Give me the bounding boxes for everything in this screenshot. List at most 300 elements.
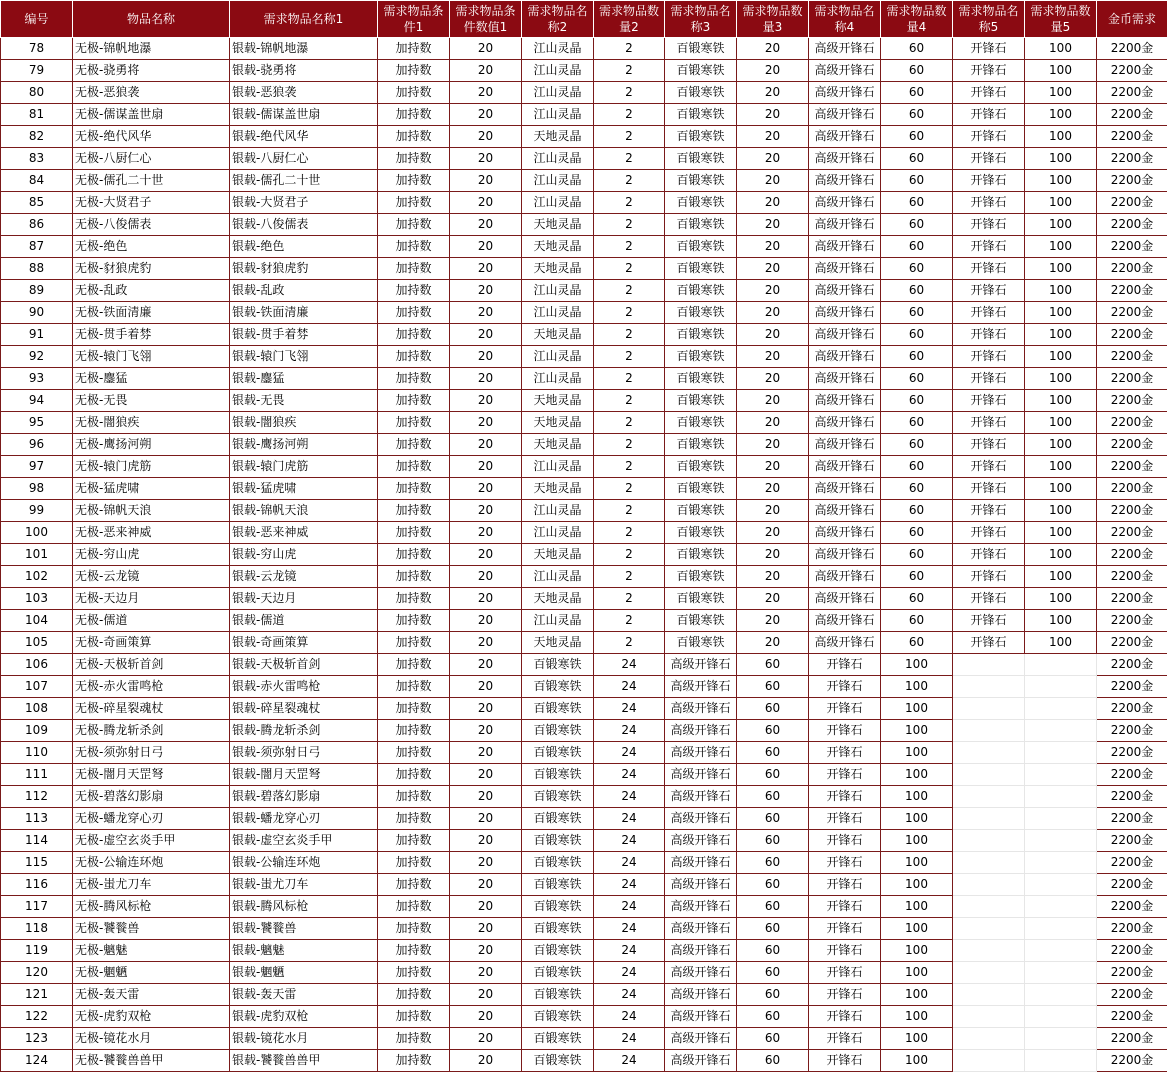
table-cell[interactable]: 124 bbox=[1, 1050, 73, 1072]
table-cell[interactable]: 银载-豺狼虎豹 bbox=[230, 258, 378, 280]
table-cell[interactable]: 无极-八厨仁心 bbox=[73, 148, 230, 170]
table-cell[interactable]: 2 bbox=[594, 368, 665, 390]
table-row[interactable] bbox=[1, 522, 1167, 544]
table-cell[interactable]: 无极-大贤君子 bbox=[73, 192, 230, 214]
table-cell[interactable] bbox=[953, 676, 1025, 698]
table-cell[interactable]: 无极-闇月天罡弩 bbox=[73, 764, 230, 786]
table-cell[interactable]: 100 bbox=[1025, 236, 1097, 258]
table-cell[interactable] bbox=[1025, 1050, 1097, 1072]
table-cell[interactable]: 天地灵晶 bbox=[522, 478, 594, 500]
table-cell[interactable]: 开锋石 bbox=[953, 302, 1025, 324]
table-cell[interactable]: 开锋石 bbox=[809, 1050, 881, 1072]
table-cell[interactable]: 加持数 bbox=[378, 962, 450, 984]
table-cell[interactable]: 天地灵晶 bbox=[522, 390, 594, 412]
table-cell[interactable]: 94 bbox=[1, 390, 73, 412]
table-cell[interactable]: 2200金 bbox=[1097, 808, 1167, 830]
table-cell[interactable]: 开锋石 bbox=[953, 368, 1025, 390]
table-cell[interactable]: 无极-鏖猛 bbox=[73, 368, 230, 390]
table-cell[interactable]: 60 bbox=[737, 676, 809, 698]
table-cell[interactable]: 加持数 bbox=[378, 60, 450, 82]
table-row[interactable] bbox=[1, 456, 1167, 478]
table-cell[interactable]: 高级开锋石 bbox=[809, 412, 881, 434]
table-cell[interactable]: 无极-恶狼袭 bbox=[73, 82, 230, 104]
table-cell[interactable]: 高级开锋石 bbox=[809, 148, 881, 170]
table-cell[interactable]: 20 bbox=[737, 104, 809, 126]
table-cell[interactable]: 79 bbox=[1, 60, 73, 82]
table-row[interactable] bbox=[1, 302, 1167, 324]
table-cell[interactable]: 118 bbox=[1, 918, 73, 940]
table-cell[interactable]: 100 bbox=[1025, 346, 1097, 368]
table-cell[interactable]: 2200金 bbox=[1097, 434, 1167, 456]
table-cell[interactable]: 高级开锋石 bbox=[809, 434, 881, 456]
column-header-10[interactable]: 需求物品名称4 bbox=[809, 1, 881, 38]
table-cell[interactable]: 开锋石 bbox=[953, 390, 1025, 412]
table-cell[interactable]: 20 bbox=[450, 434, 522, 456]
column-header-11[interactable]: 需求物品数量4 bbox=[881, 1, 953, 38]
table-cell[interactable]: 无极-铁面清廉 bbox=[73, 302, 230, 324]
table-cell[interactable]: 95 bbox=[1, 412, 73, 434]
table-cell[interactable]: 百锻寒铁 bbox=[665, 544, 737, 566]
table-cell[interactable]: 高级开锋石 bbox=[665, 984, 737, 1006]
table-cell[interactable]: 高级开锋石 bbox=[665, 698, 737, 720]
table-cell[interactable]: 百锻寒铁 bbox=[665, 192, 737, 214]
table-cell[interactable]: 20 bbox=[450, 676, 522, 698]
table-cell[interactable]: 60 bbox=[881, 500, 953, 522]
table-cell[interactable]: 银载-闇月天罡弩 bbox=[230, 764, 378, 786]
table-cell[interactable]: 60 bbox=[737, 962, 809, 984]
table-cell[interactable]: 开锋石 bbox=[809, 984, 881, 1006]
table-cell[interactable]: 20 bbox=[737, 522, 809, 544]
table-cell[interactable]: 2 bbox=[594, 60, 665, 82]
table-row[interactable] bbox=[1, 38, 1167, 60]
table-cell[interactable]: 100 bbox=[881, 852, 953, 874]
table-cell[interactable]: 2 bbox=[594, 126, 665, 148]
table-cell[interactable] bbox=[1025, 1028, 1097, 1050]
table-cell[interactable]: 120 bbox=[1, 962, 73, 984]
table-cell[interactable]: 开锋石 bbox=[809, 874, 881, 896]
table-cell[interactable]: 无极-镜花水月 bbox=[73, 1028, 230, 1050]
table-row[interactable] bbox=[1, 852, 1167, 874]
table-cell[interactable]: 开锋石 bbox=[809, 1028, 881, 1050]
table-cell[interactable]: 银载-镜花水月 bbox=[230, 1028, 378, 1050]
table-cell[interactable]: 100 bbox=[1025, 478, 1097, 500]
table-cell[interactable]: 江山灵晶 bbox=[522, 302, 594, 324]
table-cell[interactable]: 100 bbox=[881, 742, 953, 764]
table-cell[interactable]: 百锻寒铁 bbox=[665, 610, 737, 632]
table-cell[interactable]: 60 bbox=[881, 390, 953, 412]
table-cell[interactable]: 2200金 bbox=[1097, 104, 1167, 126]
table-row[interactable] bbox=[1, 830, 1167, 852]
table-cell[interactable]: 高级开锋石 bbox=[665, 654, 737, 676]
table-cell[interactable]: 百锻寒铁 bbox=[522, 720, 594, 742]
table-cell[interactable]: 百锻寒铁 bbox=[522, 896, 594, 918]
table-cell[interactable]: 开锋石 bbox=[953, 104, 1025, 126]
table-cell[interactable]: 24 bbox=[594, 984, 665, 1006]
table-cell[interactable]: 高级开锋石 bbox=[665, 676, 737, 698]
table-cell[interactable] bbox=[953, 1028, 1025, 1050]
table-cell[interactable]: 百锻寒铁 bbox=[522, 874, 594, 896]
table-row[interactable] bbox=[1, 346, 1167, 368]
table-cell[interactable]: 江山灵晶 bbox=[522, 192, 594, 214]
table-cell[interactable]: 115 bbox=[1, 852, 73, 874]
table-cell[interactable]: 2 bbox=[594, 236, 665, 258]
table-cell[interactable]: 高级开锋石 bbox=[665, 852, 737, 874]
table-cell[interactable]: 高级开锋石 bbox=[809, 522, 881, 544]
table-row[interactable] bbox=[1, 434, 1167, 456]
table-cell[interactable]: 银载-天极斩首剑 bbox=[230, 654, 378, 676]
table-cell[interactable]: 2 bbox=[594, 258, 665, 280]
table-cell[interactable]: 2200金 bbox=[1097, 170, 1167, 192]
table-cell[interactable]: 2200金 bbox=[1097, 632, 1167, 654]
table-cell[interactable]: 开锋石 bbox=[953, 412, 1025, 434]
table-cell[interactable]: 2 bbox=[594, 346, 665, 368]
table-cell[interactable]: 81 bbox=[1, 104, 73, 126]
table-cell[interactable]: 无极-蚩尤刀车 bbox=[73, 874, 230, 896]
table-cell[interactable]: 开锋石 bbox=[953, 148, 1025, 170]
table-cell[interactable]: 高级开锋石 bbox=[809, 258, 881, 280]
table-cell[interactable]: 高级开锋石 bbox=[809, 610, 881, 632]
table-cell[interactable]: 无极-八俊儒表 bbox=[73, 214, 230, 236]
table-cell[interactable]: 高级开锋石 bbox=[809, 302, 881, 324]
table-cell[interactable]: 加持数 bbox=[378, 368, 450, 390]
table-cell[interactable]: 百锻寒铁 bbox=[665, 214, 737, 236]
table-cell[interactable]: 122 bbox=[1, 1006, 73, 1028]
table-cell[interactable]: 2200金 bbox=[1097, 522, 1167, 544]
table-cell[interactable] bbox=[1025, 1006, 1097, 1028]
table-cell[interactable]: 24 bbox=[594, 654, 665, 676]
table-cell[interactable]: 无极-饕餮兽兽甲 bbox=[73, 1050, 230, 1072]
table-cell[interactable]: 111 bbox=[1, 764, 73, 786]
table-row[interactable] bbox=[1, 280, 1167, 302]
table-cell[interactable] bbox=[953, 896, 1025, 918]
table-cell[interactable]: 60 bbox=[737, 830, 809, 852]
table-cell[interactable] bbox=[953, 764, 1025, 786]
table-cell[interactable]: 2 bbox=[594, 478, 665, 500]
table-cell[interactable]: 100 bbox=[881, 786, 953, 808]
table-cell[interactable]: 无极-虎豹双枪 bbox=[73, 1006, 230, 1028]
table-cell[interactable]: 2200金 bbox=[1097, 82, 1167, 104]
table-cell[interactable]: 20 bbox=[450, 38, 522, 60]
table-row[interactable] bbox=[1, 764, 1167, 786]
table-cell[interactable]: 96 bbox=[1, 434, 73, 456]
table-cell[interactable]: 银载-大贤君子 bbox=[230, 192, 378, 214]
table-cell[interactable]: 高级开锋石 bbox=[809, 632, 881, 654]
table-cell[interactable]: 100 bbox=[881, 918, 953, 940]
table-cell[interactable]: 开锋石 bbox=[809, 764, 881, 786]
table-cell[interactable]: 开锋石 bbox=[809, 676, 881, 698]
table-cell[interactable]: 银载-奇画策算 bbox=[230, 632, 378, 654]
table-cell[interactable]: 20 bbox=[450, 522, 522, 544]
table-cell[interactable]: 60 bbox=[881, 434, 953, 456]
table-cell[interactable]: 加持数 bbox=[378, 500, 450, 522]
table-cell[interactable]: 2 bbox=[594, 632, 665, 654]
table-cell[interactable]: 无极-儒孔二十世 bbox=[73, 170, 230, 192]
table-cell[interactable]: 2 bbox=[594, 544, 665, 566]
table-cell[interactable]: 高级开锋石 bbox=[665, 874, 737, 896]
table-cell[interactable]: 107 bbox=[1, 676, 73, 698]
table-cell[interactable]: 20 bbox=[450, 588, 522, 610]
table-cell[interactable]: 20 bbox=[450, 940, 522, 962]
table-cell[interactable] bbox=[1025, 720, 1097, 742]
table-row[interactable] bbox=[1, 324, 1167, 346]
table-cell[interactable]: 60 bbox=[737, 918, 809, 940]
table-cell[interactable]: 银载-八俊儒表 bbox=[230, 214, 378, 236]
table-row[interactable] bbox=[1, 1028, 1167, 1050]
table-cell[interactable]: 加持数 bbox=[378, 676, 450, 698]
table-cell[interactable]: 开锋石 bbox=[953, 82, 1025, 104]
table-cell[interactable]: 2200金 bbox=[1097, 962, 1167, 984]
table-cell[interactable]: 89 bbox=[1, 280, 73, 302]
table-cell[interactable] bbox=[953, 962, 1025, 984]
table-cell[interactable]: 无极-骁勇将 bbox=[73, 60, 230, 82]
table-cell[interactable]: 高级开锋石 bbox=[665, 918, 737, 940]
table-cell[interactable]: 百锻寒铁 bbox=[665, 412, 737, 434]
table-row[interactable] bbox=[1, 962, 1167, 984]
table-cell[interactable]: 开锋石 bbox=[953, 280, 1025, 302]
table-row[interactable] bbox=[1, 874, 1167, 896]
table-cell[interactable]: 百锻寒铁 bbox=[665, 148, 737, 170]
table-cell[interactable]: 无极-饕餮兽 bbox=[73, 918, 230, 940]
table-row[interactable] bbox=[1, 654, 1167, 676]
table-cell[interactable]: 银载-穷山虎 bbox=[230, 544, 378, 566]
table-cell[interactable]: 加持数 bbox=[378, 170, 450, 192]
table-cell[interactable]: 无极-绝代风华 bbox=[73, 126, 230, 148]
table-cell[interactable]: 102 bbox=[1, 566, 73, 588]
table-cell[interactable]: 百锻寒铁 bbox=[522, 830, 594, 852]
table-cell[interactable] bbox=[953, 874, 1025, 896]
table-cell[interactable]: 20 bbox=[737, 632, 809, 654]
table-cell[interactable]: 加持数 bbox=[378, 1028, 450, 1050]
table-cell[interactable]: 高级开锋石 bbox=[809, 192, 881, 214]
table-cell[interactable]: 60 bbox=[881, 60, 953, 82]
table-cell[interactable]: 银载-腾龙斩杀剑 bbox=[230, 720, 378, 742]
table-row[interactable] bbox=[1, 214, 1167, 236]
table-cell[interactable]: 24 bbox=[594, 918, 665, 940]
table-cell[interactable]: 60 bbox=[737, 698, 809, 720]
table-cell[interactable]: 银载-绝代风华 bbox=[230, 126, 378, 148]
table-cell[interactable]: 高级开锋石 bbox=[665, 830, 737, 852]
table-cell[interactable]: 百锻寒铁 bbox=[665, 368, 737, 390]
table-cell[interactable]: 高级开锋石 bbox=[809, 368, 881, 390]
table-cell[interactable]: 100 bbox=[1025, 500, 1097, 522]
table-cell[interactable]: 105 bbox=[1, 632, 73, 654]
table-cell[interactable]: 江山灵晶 bbox=[522, 104, 594, 126]
table-cell[interactable]: 20 bbox=[450, 148, 522, 170]
table-cell[interactable]: 20 bbox=[737, 610, 809, 632]
table-cell[interactable]: 114 bbox=[1, 830, 73, 852]
table-cell[interactable]: 108 bbox=[1, 698, 73, 720]
table-cell[interactable]: 20 bbox=[450, 786, 522, 808]
table-cell[interactable]: 60 bbox=[737, 742, 809, 764]
table-cell[interactable]: 无极-恶来神威 bbox=[73, 522, 230, 544]
table-cell[interactable]: 银载-碧落幻影扇 bbox=[230, 786, 378, 808]
table-cell[interactable]: 无极-猛虎啸 bbox=[73, 478, 230, 500]
table-cell[interactable]: 2200金 bbox=[1097, 544, 1167, 566]
table-cell[interactable]: 高级开锋石 bbox=[809, 214, 881, 236]
table-cell[interactable]: 2 bbox=[594, 192, 665, 214]
table-cell[interactable]: 20 bbox=[737, 214, 809, 236]
table-cell[interactable]: 60 bbox=[881, 324, 953, 346]
table-cell[interactable]: 无极-穷山虎 bbox=[73, 544, 230, 566]
table-cell[interactable]: 20 bbox=[450, 60, 522, 82]
table-cell[interactable]: 高级开锋石 bbox=[809, 588, 881, 610]
table-cell[interactable]: 24 bbox=[594, 874, 665, 896]
table-cell[interactable]: 开锋石 bbox=[809, 940, 881, 962]
column-header-2[interactable]: 物品名称 bbox=[73, 1, 230, 38]
table-cell[interactable]: 高级开锋石 bbox=[665, 1028, 737, 1050]
table-row[interactable] bbox=[1, 192, 1167, 214]
table-row[interactable] bbox=[1, 60, 1167, 82]
table-cell[interactable]: 加持数 bbox=[378, 808, 450, 830]
table-cell[interactable]: 20 bbox=[450, 654, 522, 676]
table-cell[interactable]: 开锋石 bbox=[809, 786, 881, 808]
table-cell[interactable]: 100 bbox=[1025, 258, 1097, 280]
table-cell[interactable]: 60 bbox=[881, 346, 953, 368]
table-cell[interactable]: 高级开锋石 bbox=[809, 566, 881, 588]
table-cell[interactable]: 天地灵晶 bbox=[522, 126, 594, 148]
table-cell[interactable]: 103 bbox=[1, 588, 73, 610]
table-row[interactable] bbox=[1, 236, 1167, 258]
table-cell[interactable]: 2200金 bbox=[1097, 280, 1167, 302]
table-cell[interactable]: 江山灵晶 bbox=[522, 170, 594, 192]
table-cell[interactable]: 加持数 bbox=[378, 82, 450, 104]
table-cell[interactable]: 银载-须弥射日弓 bbox=[230, 742, 378, 764]
table-cell[interactable]: 无极-乱政 bbox=[73, 280, 230, 302]
table-cell[interactable]: 20 bbox=[737, 566, 809, 588]
table-cell[interactable]: 加持数 bbox=[378, 346, 450, 368]
table-cell[interactable]: 无极-豺狼虎豹 bbox=[73, 258, 230, 280]
table-cell[interactable]: 2200金 bbox=[1097, 720, 1167, 742]
table-cell[interactable]: 2 bbox=[594, 610, 665, 632]
table-cell[interactable]: 高级开锋石 bbox=[809, 324, 881, 346]
table-cell[interactable]: 开锋石 bbox=[809, 654, 881, 676]
table-row[interactable] bbox=[1, 786, 1167, 808]
table-cell[interactable]: 江山灵晶 bbox=[522, 456, 594, 478]
table-cell[interactable]: 109 bbox=[1, 720, 73, 742]
table-cell[interactable]: 银载-恶来神威 bbox=[230, 522, 378, 544]
table-cell[interactable]: 117 bbox=[1, 896, 73, 918]
table-cell[interactable]: 20 bbox=[450, 852, 522, 874]
table-cell[interactable]: 加持数 bbox=[378, 830, 450, 852]
table-cell[interactable]: 开锋石 bbox=[953, 236, 1025, 258]
table-cell[interactable]: 60 bbox=[881, 412, 953, 434]
table-cell[interactable]: 高级开锋石 bbox=[809, 104, 881, 126]
table-row[interactable] bbox=[1, 82, 1167, 104]
table-cell[interactable]: 天地灵晶 bbox=[522, 434, 594, 456]
table-cell[interactable]: 2 bbox=[594, 522, 665, 544]
table-cell[interactable]: 100 bbox=[1025, 610, 1097, 632]
table-cell[interactable]: 20 bbox=[737, 456, 809, 478]
table-cell[interactable]: 加持数 bbox=[378, 918, 450, 940]
table-cell[interactable]: 开锋石 bbox=[809, 830, 881, 852]
column-header-1[interactable]: 编号 bbox=[1, 1, 73, 38]
table-row[interactable] bbox=[1, 544, 1167, 566]
table-cell[interactable]: 加持数 bbox=[378, 192, 450, 214]
table-cell[interactable]: 2 bbox=[594, 82, 665, 104]
table-cell[interactable]: 100 bbox=[881, 808, 953, 830]
table-cell[interactable]: 100 bbox=[1025, 302, 1097, 324]
table-cell[interactable]: 加持数 bbox=[378, 522, 450, 544]
table-cell[interactable]: 20 bbox=[450, 984, 522, 1006]
table-cell[interactable]: 60 bbox=[881, 544, 953, 566]
table-cell[interactable]: 2 bbox=[594, 456, 665, 478]
table-cell[interactable]: 24 bbox=[594, 720, 665, 742]
table-cell[interactable]: 无极-腾风标枪 bbox=[73, 896, 230, 918]
table-cell[interactable]: 20 bbox=[450, 720, 522, 742]
table-cell[interactable]: 92 bbox=[1, 346, 73, 368]
table-cell[interactable]: 2 bbox=[594, 324, 665, 346]
table-cell[interactable]: 100 bbox=[1025, 390, 1097, 412]
table-cell[interactable]: 百锻寒铁 bbox=[522, 654, 594, 676]
table-cell[interactable]: 百锻寒铁 bbox=[522, 676, 594, 698]
table-cell[interactable]: 无极-锦帆地瀑 bbox=[73, 38, 230, 60]
table-cell[interactable]: 24 bbox=[594, 830, 665, 852]
table-cell[interactable]: 20 bbox=[737, 390, 809, 412]
table-cell[interactable]: 2200金 bbox=[1097, 258, 1167, 280]
table-cell[interactable]: 20 bbox=[450, 368, 522, 390]
table-cell[interactable]: 60 bbox=[737, 852, 809, 874]
table-cell[interactable]: 20 bbox=[737, 126, 809, 148]
table-cell[interactable]: 高级开锋石 bbox=[665, 720, 737, 742]
table-cell[interactable]: 100 bbox=[881, 1006, 953, 1028]
table-cell[interactable]: 开锋石 bbox=[953, 214, 1025, 236]
table-cell[interactable]: 银载-腾风标枪 bbox=[230, 896, 378, 918]
table-cell[interactable]: 2200金 bbox=[1097, 1006, 1167, 1028]
table-cell[interactable]: 加持数 bbox=[378, 478, 450, 500]
table-cell[interactable]: 百锻寒铁 bbox=[665, 82, 737, 104]
table-row[interactable] bbox=[1, 808, 1167, 830]
table-cell[interactable]: 20 bbox=[450, 104, 522, 126]
table-cell[interactable]: 开锋石 bbox=[809, 808, 881, 830]
table-cell[interactable]: 2200金 bbox=[1097, 764, 1167, 786]
table-cell[interactable]: 60 bbox=[881, 632, 953, 654]
table-cell[interactable]: 百锻寒铁 bbox=[665, 632, 737, 654]
table-row[interactable] bbox=[1, 170, 1167, 192]
table-cell[interactable]: 24 bbox=[594, 676, 665, 698]
table-cell[interactable]: 87 bbox=[1, 236, 73, 258]
table-cell[interactable]: 20 bbox=[450, 1006, 522, 1028]
table-cell[interactable]: 百锻寒铁 bbox=[665, 390, 737, 412]
table-cell[interactable]: 加持数 bbox=[378, 104, 450, 126]
table-cell[interactable]: 加持数 bbox=[378, 236, 450, 258]
table-cell[interactable]: 20 bbox=[450, 742, 522, 764]
table-cell[interactable] bbox=[1025, 676, 1097, 698]
table-cell[interactable]: 20 bbox=[450, 544, 522, 566]
table-cell[interactable]: 60 bbox=[881, 478, 953, 500]
table-cell[interactable]: 85 bbox=[1, 192, 73, 214]
table-cell[interactable]: 银载-锦帆地瀑 bbox=[230, 38, 378, 60]
table-cell[interactable]: 百锻寒铁 bbox=[665, 346, 737, 368]
table-row[interactable] bbox=[1, 610, 1167, 632]
table-row[interactable] bbox=[1, 500, 1167, 522]
table-row[interactable] bbox=[1, 676, 1167, 698]
table-cell[interactable] bbox=[953, 742, 1025, 764]
table-cell[interactable]: 银载-蚩尤刀车 bbox=[230, 874, 378, 896]
table-cell[interactable] bbox=[1025, 830, 1097, 852]
table-cell[interactable] bbox=[1025, 984, 1097, 1006]
table-cell[interactable]: 2 bbox=[594, 170, 665, 192]
table-cell[interactable]: 江山灵晶 bbox=[522, 522, 594, 544]
table-row[interactable] bbox=[1, 148, 1167, 170]
table-cell[interactable]: 百锻寒铁 bbox=[522, 1050, 594, 1072]
table-cell[interactable]: 100 bbox=[881, 1050, 953, 1072]
table-cell[interactable]: 20 bbox=[450, 1028, 522, 1050]
table-cell[interactable]: 60 bbox=[881, 258, 953, 280]
table-cell[interactable]: 百锻寒铁 bbox=[665, 104, 737, 126]
table-cell[interactable]: 20 bbox=[737, 258, 809, 280]
table-cell[interactable]: 20 bbox=[737, 236, 809, 258]
table-cell[interactable]: 100 bbox=[1025, 368, 1097, 390]
